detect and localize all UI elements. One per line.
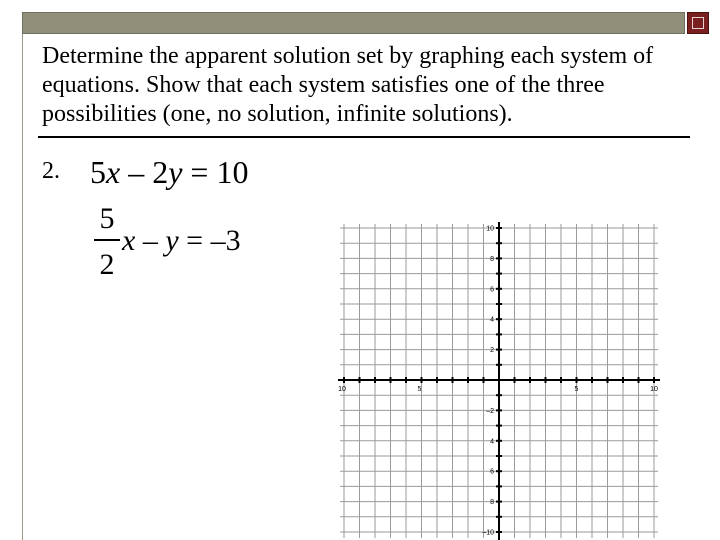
- y-tick-label: 8: [490, 255, 494, 263]
- y-tick-label: –10: [482, 529, 494, 537]
- problem-number: 2.: [42, 158, 60, 184]
- eq1-minus: –: [120, 154, 153, 190]
- y-tick-label: –2: [486, 407, 494, 415]
- eq2-fraction-denominator: 2: [99, 248, 115, 281]
- divider-line: [38, 136, 690, 138]
- x-tick-label: 10: [650, 386, 658, 393]
- left-rule: [22, 34, 23, 540]
- eq2-var-y: y: [165, 224, 179, 257]
- eq2-fraction-bar: [94, 239, 120, 241]
- y-tick-label: 4: [490, 438, 494, 446]
- y-tick-label: 6: [490, 468, 494, 476]
- eq2-var-x: x: [122, 224, 136, 257]
- equation-2: [122, 224, 241, 258]
- eq2-minus: –: [135, 224, 166, 257]
- eq2-constant: –3: [210, 224, 241, 257]
- corner-square-decoration: [687, 12, 709, 34]
- instructions-text: Determine the apparent solution set by graphing each system of equations. Show that each system satisfies one of the three possibilities (one, no solution, infinite solutions).: [42, 43, 654, 127]
- y-tick-label: 10: [486, 225, 494, 233]
- eq1-coef-a: 5: [90, 154, 106, 190]
- coordinate-grid: [330, 215, 665, 540]
- eq1-coef-b: 2: [152, 154, 169, 190]
- x-tick-label: 5: [417, 386, 422, 393]
- equation-1: [90, 154, 248, 191]
- eq1-var-x: x: [106, 154, 121, 190]
- eq2-fraction-numerator: 5: [99, 202, 115, 235]
- x-tick-label: 5: [574, 386, 579, 393]
- y-tick-label: 8: [490, 499, 494, 507]
- eq2-equals: =: [178, 224, 211, 257]
- y-tick-label: 6: [490, 286, 494, 294]
- x-tick-label: 10: [338, 386, 346, 393]
- eq1-constant: 10: [216, 154, 249, 190]
- title-bar-decoration: [22, 12, 685, 34]
- y-tick-label: 4: [490, 316, 494, 324]
- eq1-equals: =: [182, 154, 217, 190]
- y-tick-label: 2: [490, 347, 494, 355]
- eq1-var-y: y: [168, 154, 183, 190]
